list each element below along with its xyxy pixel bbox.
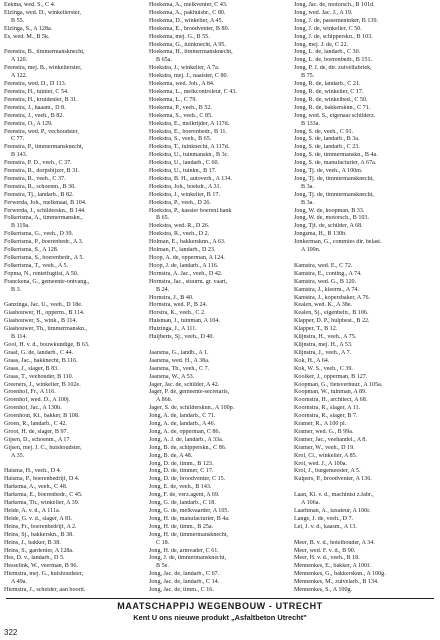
directory-entry: Kramer, R., A 100 pl. [294,421,347,428]
directory-entry: Jong, Jac. de, timm., C 16. [149,587,214,594]
section-gap [4,42,146,50]
directory-entry: Hoekstra, P., veeh., D 26. [149,199,211,206]
directory-entry: Klapper, D. P., hulpbest., B 22. [294,318,370,325]
directory-entry: Heins, Fr., boerenbedrijf, A 2. [4,523,77,530]
directory-entry: Kok, W. S., veeh., C 39. [294,365,353,372]
directory-entry: Kealen, wed. K., A 38e. [294,302,353,309]
directory-entry: Mennenkes, S., A 100g. [294,587,353,594]
directory-entry: Kramer, wed. G., B 99a. [294,428,354,435]
directory-entry: Ferwerda, J., schilderskn., B 144. [4,207,86,214]
directory-entry: A 106a. [301,500,320,507]
directory-entry: Jong, R. de, winkelier, C 17. [294,88,364,95]
directory-entry: Hoekstra, S., veeh., B 65. [149,136,212,143]
directory-entry: Hoekstra, T., tuinknecht, A 117d. [149,144,230,151]
directory-entry: Hoekema, G., tuinknecht, A 95. [149,41,227,48]
directory-entry: Jager, P. de, gemeente-secretaris, [149,389,230,396]
directory-entry: A 120. [11,57,28,64]
directory-entry: Jaarsma, wed. H., A 38a. [149,357,210,364]
directory-entry: B 5e. [156,563,169,570]
directory-entry: Harkema, Th., winkelier, A 39. [4,500,80,507]
footer-rule [6,598,434,599]
directory-entry: Es, wed. M., B 5k. [4,33,50,40]
directory-entry: Koornstra, H., architect, A 68. [294,397,368,404]
directory-entry: Jong, W. de, motorsch., B 103. [294,215,369,222]
section-gap [294,484,436,492]
directory-entry: Kamstra, wed. G., B 120. [294,278,357,285]
directory-entry: Jong, B. de, A 48. [149,452,193,459]
directory-entry: Jong, H. de, armvader, C 61. [149,547,219,554]
directory-entry: Hoekema, E., broodventer, B 80. [149,25,230,32]
directory-entry: Koornstra, R., slager, B 7. [294,413,358,420]
directory-entry: Koolker, J., opperman, B 127. [294,373,368,380]
directory-entry: Klijnstra, H., veeh., A 75. [294,334,357,341]
directory-entry: Jong, L. de, boerenbedr., B 151. [294,57,373,64]
directory-entry: Jong, J. de, timmermansknecht, [149,555,227,562]
directory-entry: B 143. [11,152,28,159]
directory-entry: Hoekema, mej. G., B 55. [149,33,210,40]
directory-entry: Jong, P. J. de, dir. zuivelfabriek, [294,65,372,72]
directory-entry: Heins, S., gardenier, A 128a. [4,547,74,554]
directory-entry: Feenstra, R., schoenm., B 30. [4,183,76,190]
directory-entry: Feenstra, B., timmermansknecht, [4,49,85,56]
directory-entry: Krol, wed. J., A 100a. [294,460,347,467]
section-gap [294,532,436,540]
directory-entry: Glashouwer, H., opperm., B 114. [4,310,85,317]
directory-entry: Feenstra, R., veeh., C 37. [4,175,66,182]
directory-entry: Ferwerda, Joh., melkmaat, B 104. [4,199,87,206]
directory-entry: Feenstra, P., timmermansknecht, [4,144,84,151]
directory-entry: Kok, H., A 64. [294,357,330,364]
directory-entry: Glashouwer, Th., timmermanskn., [4,326,88,333]
directory-entry: Hiemstra, mej. G., huishoudster, [4,571,83,578]
directory-entry: Jong, D. de, timm., B 123. [149,460,214,467]
directory-entry: Holman, F., landarb., D 23. [149,247,216,254]
directory-entry: Jong, wed. Jac. J., A 19. [294,9,353,16]
directory-entry: Jong, D. de, broodventer, C 15. [149,476,226,483]
directory-entry: Horstra, K., veeh., C 2. [149,310,206,317]
directory-entry: A 122. [11,73,28,80]
directory-entry: Hornstra, J., B 40. [149,294,194,301]
directory-entry: Jong, S. de, veeh., C 91. [294,128,354,135]
directory-entry: Feenstra, H., kruidenier, B 31. [4,96,78,103]
directory-entry: Jong, A. de, landarb., C 71. [149,413,216,420]
page-number: 322 [4,628,18,637]
directory-entry: Jong, H. de, timmermansknecht, [149,531,229,538]
advert-headline: MAATSCHAPPIJ WEGENBOUW - UTRECHT [117,601,323,611]
section-gap [4,461,146,469]
directory-entry: Koopman, G., fietsverhuur., A 105a. [294,381,383,388]
directory-entry: Hoekema, L., melkcontroleur, C 43. [149,88,237,95]
directory-entry: Jong, mej. J. de, C 22. [294,41,349,48]
directory-entry: Jong, A. de, opperman, C 86. [149,428,221,435]
directory-entry: Mennenkes, M., zuivelarb., B 134. [294,579,379,586]
directory-entry: Hoop, A. de, opperman, A 124. [149,255,225,261]
directory-entry: Hoekstra, B. H., autoverh., A 134. [149,175,232,182]
directory-entry: C 18. [156,539,170,546]
directory-entry: B 55. [11,17,25,24]
directory-entry: Folkertsma, G., veeh., D 39. [4,231,74,238]
directory-entry: Gijsen, D., schoenm., A 17. [4,436,72,443]
directory-entry: Meer, wed. F. v. d., B 90. [294,547,356,554]
directory-entry: Ganzinga, Jac. U., veeh., D 18e. [4,302,83,309]
directory-entry: Jong, H. de, manufacturier, B 4a. [149,515,230,522]
directory-entry: Huisman, J., tuinman, A 104. [149,318,220,325]
directory-entry: Hoekstra, mej. J., naaister, C 80. [149,73,229,80]
directory-column-2 [149,2,291,595]
directory-entry: Jong, S. de, landarb., B 3a. [294,136,360,143]
directory-entry: Jong, Tj. de, timmermansknecht, [294,191,374,198]
directory-entry: A 86b. [156,397,173,404]
directory-entry: Lange, J. de, veeh., D 7. [294,515,354,522]
directory-entry: Kramer, Jac., veehandel., A 8. [294,436,367,443]
directory-entry: Groenhout, Kl., bakker, B 108. [4,413,80,420]
directory-entry: Heins, J., bakker, B 38. [4,539,61,546]
directory-column-1 [4,2,146,595]
section-gap [294,255,436,263]
directory-entry: Groenhof, wed. D., A 100j. [4,397,71,404]
directory-entry: Jong, Tj. de, veeh., A 100m. [294,168,363,175]
directory-entry: Meer, B. v. d., hotelhouder, A 34. [294,539,375,546]
directory-entry: Haisma, P., boerenbedrijf, D 4. [4,476,80,483]
section-gap [4,295,146,303]
directory-entry: Jong, B. de, schipperskn., C 86. [149,444,227,451]
directory-entry: Hoekstra, U., tuinkn., B 17. [149,168,217,175]
directory-entry: Folkertsma, T., veeh., A 5. [4,262,69,269]
directory-entry: Elzinga, S., A 128a. [4,25,53,32]
directory-entry: B 133a. [301,120,320,127]
directory-entry: Jong, S. de, manufacturier, A 67a. [294,160,377,167]
directory-entry: Gool, H. v. d., bouwkundige, B 63. [4,341,90,348]
directory-entry: A 49a. [11,579,27,586]
directory-entry: Feenstra, Tj., landarb., B 82. [4,191,74,198]
directory-entry: Eekma, wed. S., C 4. [4,2,56,8]
directory-entry: B 119a. [11,223,30,230]
directory-entry: Jong, J. de, winkelier, C 50. [294,25,362,32]
directory-entry: Kamstra, J., kleerm., A 74. [294,286,359,293]
advert-tagline: Kent U ons nieuwe produkt „Asfaltbeton Utrecht" [133,613,307,622]
directory-entry: Hoekema, P., veeh., B 52. [149,104,212,111]
directory-entry: Harkema, A., veeh., C 48. [4,484,68,491]
directory-entry: Folkertsma, S., boerenbedr., A 5. [4,255,84,261]
directory-entry: A 35. [11,452,25,459]
directory-entry: Kamstra, E., conting., A 74. [294,270,362,277]
directory-entry: Feenstra, J., haaam., D 8. [4,104,66,111]
directory-entry: Heins, Sj., bakkerskn., B 38. [4,531,74,538]
directory-entry: Jong, D. de, timmer, C 17. [149,468,214,475]
directory-entry: Groot, H. de, slager, B 97. [4,428,69,435]
directory-entry: Jong, J. de, schipperskn., B 103. [294,33,373,40]
directory-entry: Hoekstra, E., melkrijder, A 117d. [149,120,230,127]
directory-entry: Jong, A. J. de, landarb., A 33a. [149,436,224,443]
directory-entry: A 100n. [301,247,321,254]
directory-entry: Hoop, J. de, landarb., A 116. [149,262,219,269]
directory-entry: Hoekema, A., melkventer, C 43. [149,2,228,8]
directory-entry: Folkertsma, P., boerenbedr., A 3. [4,239,84,246]
directory-entry: Huijberts, Sj., veeh., D 40. [149,334,214,341]
directory-entry: Elzinga, wed. D., winkelierster, [4,9,81,16]
directory-entry: Hes, D. v., landarb., D 5. [4,555,65,562]
directory-entry: Feenstra, wed. D., D 113. [4,81,67,88]
directory-entry: Graaf, G. de, landarb., C 44. [4,349,74,356]
directory-entry: Gijsen, mej. J. C., huishoudster, [4,444,82,451]
directory-entry: Feenstra, J., veeh., B 82. [4,112,64,119]
directory-entry: Jong, F. de, verz.agent, A 69. [149,492,220,499]
directory-entry: Hornstra, Jac., stuurm. gr. vaart, [149,278,228,285]
directory-entry: B 65a. [156,57,172,64]
directory-entry: Hoekstra, U., landarb., C 60. [149,160,220,167]
directory-entry: B 3a. [301,183,314,190]
directory-entry: Laarhman, A., taxateur, A 100r. [294,508,371,514]
directory-entry: Jong, wed. S., eigenaar schilderz. [294,112,376,119]
directory-entry: Hoekstra, R., veeh., D 2. [149,231,210,238]
directory-entry: Haisma, H., veeh., D 4. [4,468,62,475]
directory-entry: Jager, S. de, schildersknn., A 100p. [149,405,235,412]
directory-entry: Hiemstra, J., scheider, aan boord. [4,587,86,594]
directory-entry: Hoekstra, J., winkelier, A 7a. [149,65,220,72]
directory-entry: Jong, L. de, landarb., C 30. [294,49,361,56]
directory-entry: Laan, Kl. v. d., machinist z.fabr., [294,492,374,499]
directory-entry: Heide, A. v. d., A 111a. [4,508,61,514]
directory-entry: Graas, J., slager, B 83. [4,365,59,372]
directory-entry: Holman, E., bakkersknn., A 63. [149,239,226,246]
directory-entry: Jong, J. de, passementnker, B 139. [294,17,379,24]
directory-entry: B 75. [301,73,315,80]
directory-entry: Folkertsma, A., timmermanskn., [4,215,83,222]
directory-entry: Jong, R. de, landarb., C 21. [294,81,361,88]
directory-entry: Jong, Jac. de, motorsch., B 101d. [294,2,375,8]
directory-entry: Jaarsma, W., A 53. [149,373,195,380]
directory-entry: Fopma, N., rentetfugtist, A 50. [4,270,79,277]
directory-entry: Hoekstra, U., tuinmanskn., B 3c. [149,152,229,159]
directory-entry: Hoekstra, P., kassier boerenl.bank [149,207,232,214]
directory-entry: Feenstra, mej. B., winkelierster, [4,65,82,72]
directory-entry: Hoekstra, Joh., boekdr., A 31. [149,183,222,190]
directory-entry: Feenstra, P. D., veeh., C 37. [4,160,72,167]
directory-entry: Graas, Jac., bakknecht, B 116. [4,357,78,364]
directory-entry: Jong, Jac. de, landarb., C 67. [149,571,220,578]
directory-entry: Jong, Tj. de, timmermansknecht, [294,175,374,182]
directory-entry: Heide, G. v. d., slager, A 81. [4,515,73,522]
directory-column-3 [294,2,436,595]
directory-entry: Klijnstra, J., veeh., A 7. [294,349,352,356]
directory-entry: Jaarsma, Th., veeh., C 7. [149,365,210,372]
directory-entry: Klapper, T., B 12. [294,326,338,333]
directory-entry: B 24. [156,286,170,293]
directory-entry: Jager, Jac. de, schilder, A 42. [149,381,220,388]
directory-entry: Jonkerman, G., commies dir. belast. [294,239,382,246]
directory-entry: Feenstra, wed. P., vechoudster, [4,128,79,135]
directory-entry: Klijnstra, mej. H., A 53. [294,341,353,348]
directory-entry: Meer, H. v. d., veeh., B 18. [294,555,360,562]
directory-entry: Kamstra, J., kopersbaker, A 76. [294,294,371,301]
directory-entry: Glashouwer, S., wink., B 114. [4,318,77,325]
directory-entry: Franckena, G., gemeente-ontvang., [4,278,90,285]
directory-entry: Jong, Tjf. de, schilder, A 68. [294,223,363,230]
directory-entry: B 3. [11,286,22,293]
directory-entry: Greeners, J., winkelier, B 102e. [4,381,81,388]
directory-entry: Hornstra, A. Jac., veeh., D 42. [149,270,223,277]
directory-entry: Jong, G. de, melkvaarder, A 105. [149,508,229,514]
directory-entry: Kramer, W., veeh., D 19. [294,444,355,451]
directory-entry: Hoekstra, J., winkelier, B 17. [149,191,221,198]
directory-entry: Jong, R. de, bakkersknn., C 71. [294,104,371,111]
directory-entry: Jong, E. de, veeh., B 143. [149,484,212,491]
directory-entry: Folkertsma, S., A 128. [4,247,59,254]
directory-entry: Jaarsma, G., landb., A 1. [149,349,209,356]
directory-entry: Mennenkes, E., bakker, A 100f. [294,563,371,570]
directory-entry: Kuipers, P., broodventer, A 136. [294,476,372,483]
directory-entry: Jong, Jac. de, landarb., C 14. [149,579,220,586]
directory-entry: Jong, G. de, landarb., C 18. [149,500,216,507]
directory-entry: Hoekstra, wed. R., D 26. [149,223,210,230]
directory-entry: Huizinga, J., A 111. [149,326,197,333]
directory-entry: Kealen, Sj., eigenbeln., B 106. [294,310,369,317]
directory-entry: Groen, R., landarb., C 42. [4,421,67,428]
directory-entry: Hoekema, D., winkelier, A 45. [149,17,224,24]
directory-entry: Hesselink, W., veerman, B 96. [4,563,78,570]
directory-entry: C 77. [11,136,25,143]
directory-entry: Koopman, W., tuinman, A 89. [294,389,367,396]
directory-entry: Jong, W. de, koopman, B 33. [294,207,365,214]
directory-entry: Jong, H. de, timm., B 25a. [149,523,214,530]
directory-entry: Groenhof, Fr., A 116. [4,389,56,396]
directory-entry: B 114. [11,334,28,341]
directory-entry: B 65. [156,215,170,222]
directory-entry: Jong, A. de, landarb., A 46. [149,421,216,428]
directory-entry: Feenstra, O., A 129. [4,120,53,127]
directory-entry: Harkema, E., boerenbedr., C 45. [4,492,83,499]
section-gap [149,342,291,350]
directory-entry: Feenstra, R., dorpsbijzer, B 31. [4,168,80,175]
directory-entry: Jong, R. de, winkelbed., C 50. [294,96,368,103]
directory-entry: Krol, Cl., winkelier, A 85. [294,452,358,459]
directory-entry: B 3a. [301,199,314,206]
directory-entry: Hoekema, A., pakhuisbr., C 80. [149,9,226,16]
directory-entry: Mennenkes, G., bakkersknn., A 100g. [294,571,386,578]
directory-entry: Hoekema, S., veeh., C 85. [149,112,213,119]
directory-entry: Koornstra, R., slager, A 11. [294,405,361,412]
directory-entry: Groenhof, Jac., A 130b. [4,405,62,412]
directory-entry: Jongsma, H., B 130b. [294,231,347,238]
directory-entry: Feenstra, H., tuinier, C 54. [4,88,69,95]
directory-entry: Kamstra, wed. E., C 72. [294,262,353,269]
directory-entry: Hornstra, wed. P., B 24. [149,302,208,309]
directory-entry: Hoekema, L., C 79. [149,96,197,103]
directory-entry: Krol, J., burgemeester, A 5. [294,468,361,475]
directory-entry: Hoekstra, E., boerenbedr., B 11. [149,128,227,135]
directory-entry: Graas, T., veehouder, B 110. [4,373,74,380]
directory-entry: Jong, S. de, landarb., C 23. [294,144,360,151]
directory-entry: Lei, J. v. d., kaasm., A 13. [294,523,357,530]
directory-entry: Hoekema, wed. Joh., A 84. [149,81,215,88]
directory-entry: Hoekema, H., timmermansknecht, [149,49,233,56]
directory-entry: Jong, S. de, timmermanskn., B 4a. [294,152,378,159]
